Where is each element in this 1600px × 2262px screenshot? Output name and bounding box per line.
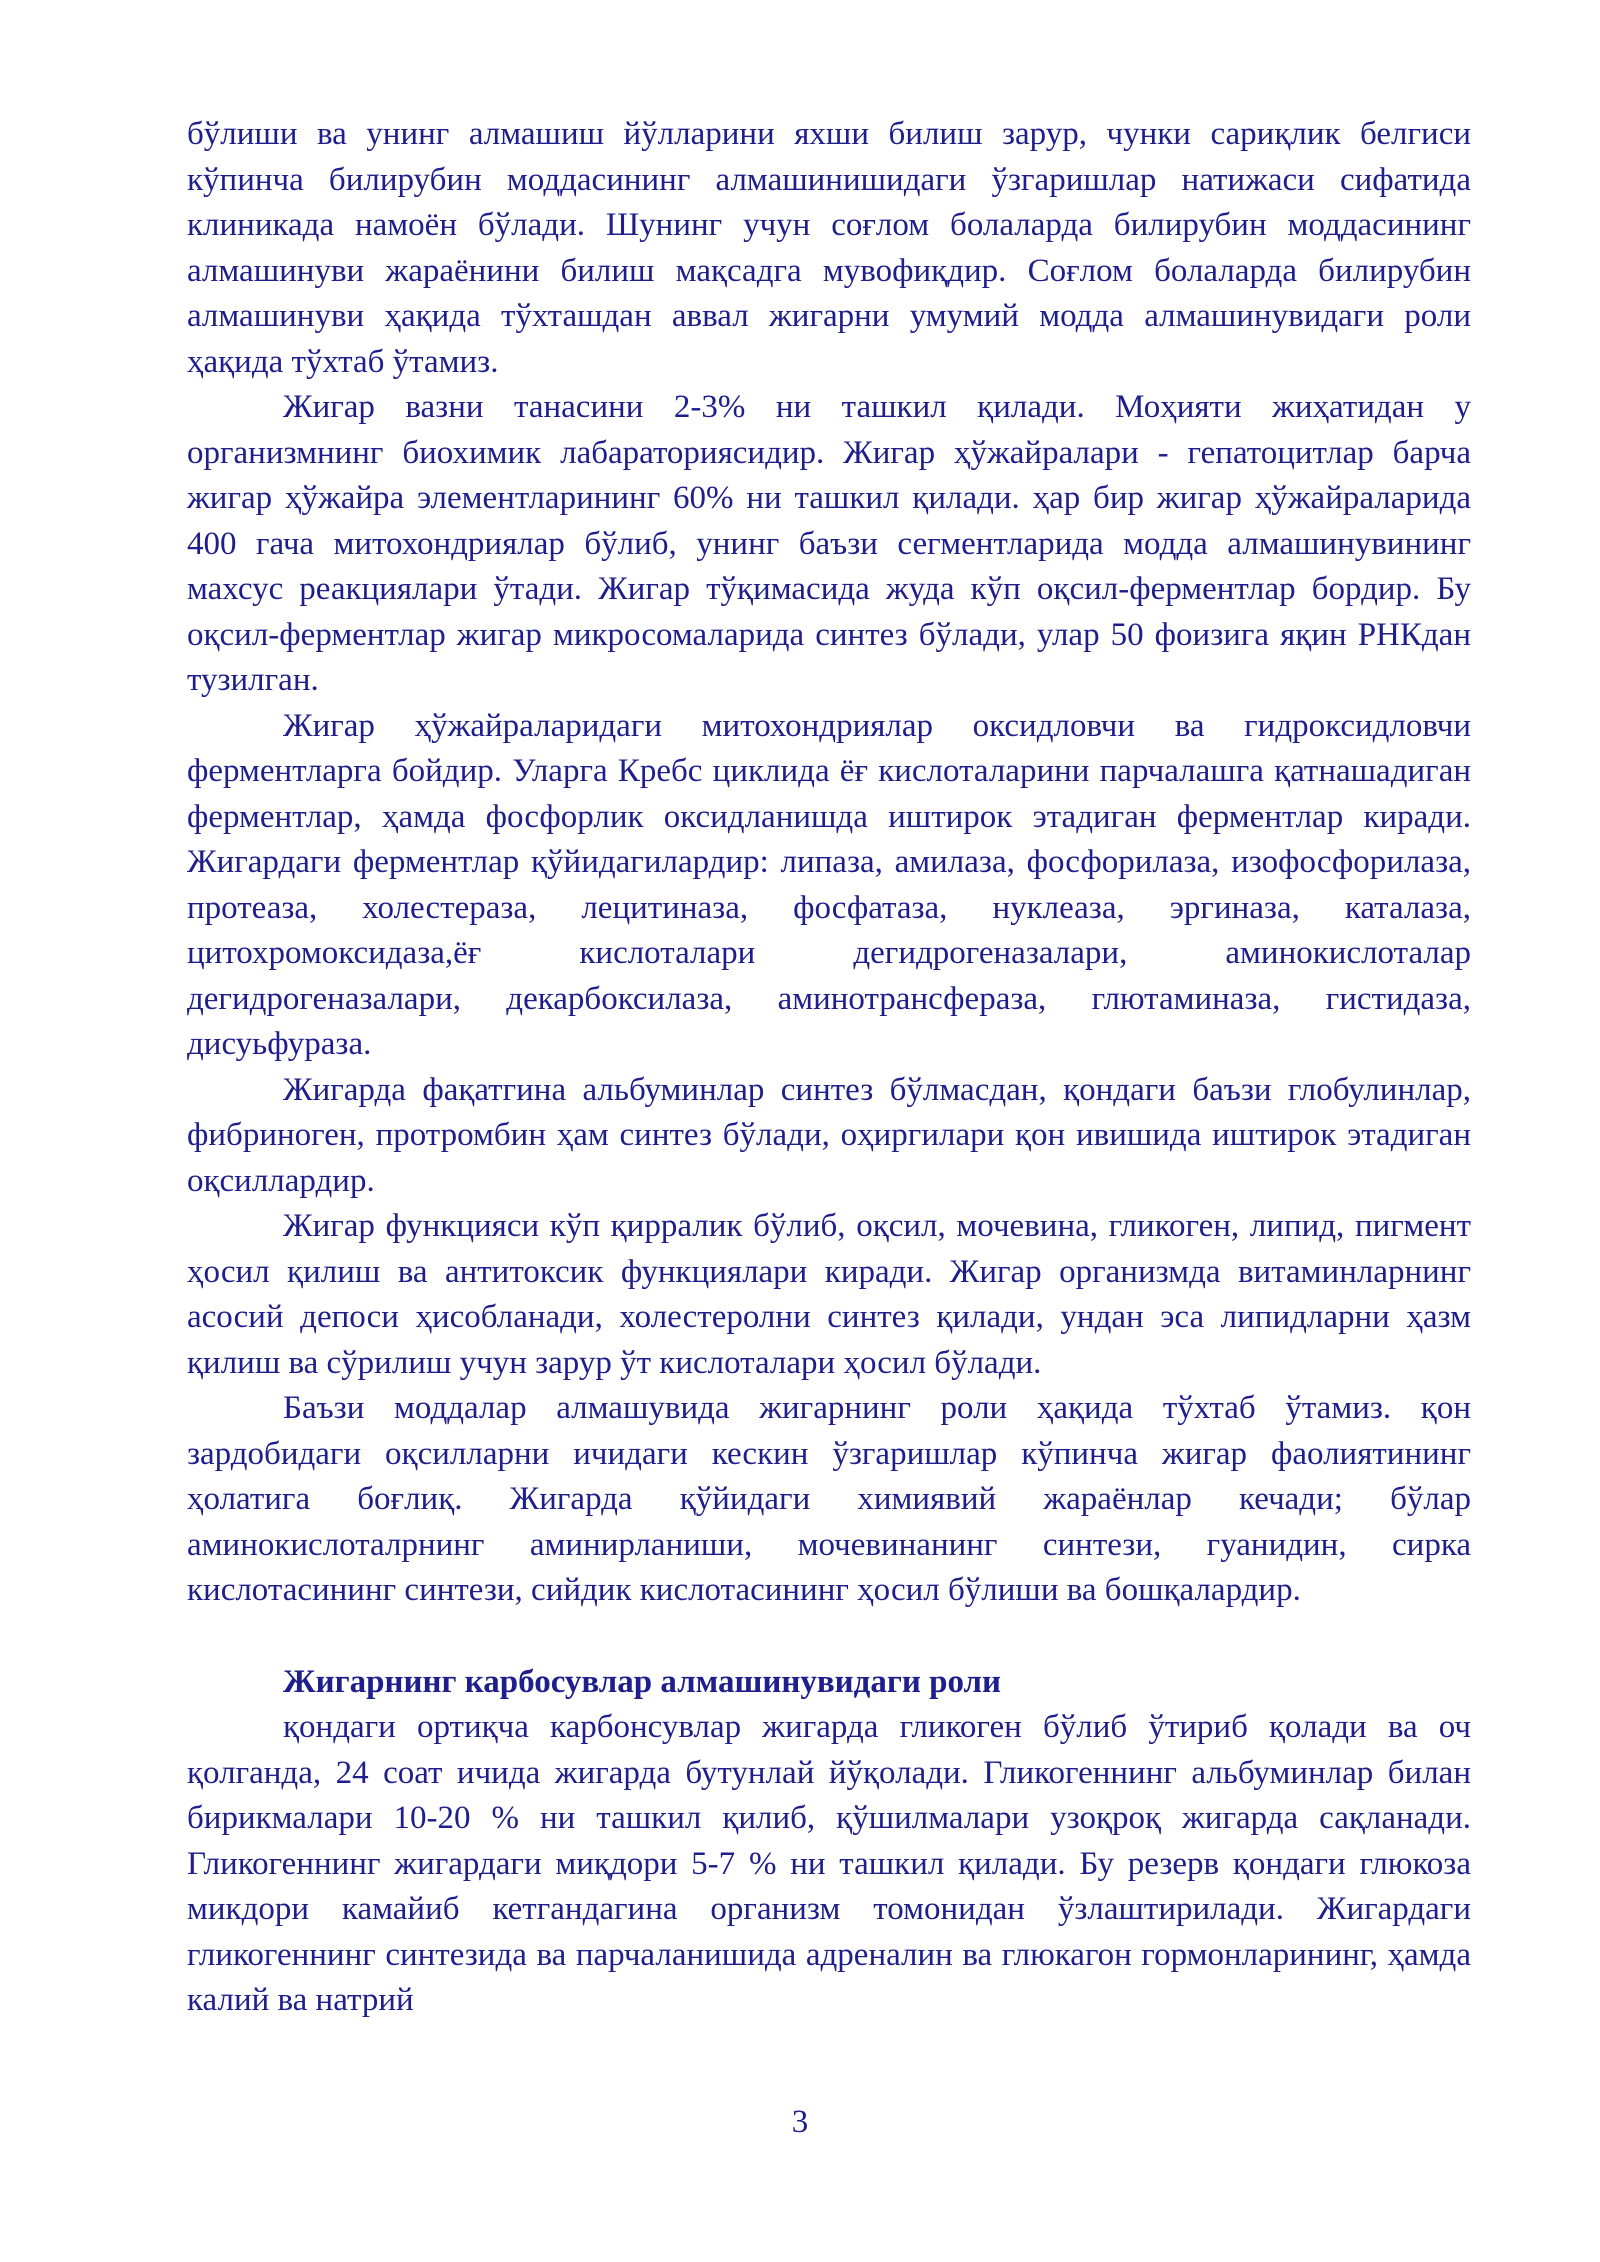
document-body [187, 112, 1471, 2024]
paragraph-continued: бўлиши ва унинг алмашиш йўлларини яхши билиш зарур, чунки сариқлик белгиси кўпинча билирубин моддасининг алмашинишидаги ўзгаришлар натижаси сифатида клиникада намоён бўлади. Шунинг учун соғлом болаларда билирубин моддасининг алмашинуви жараёнини билиш мақсадга мувофиқдир. Соғлом болаларда билирубин алмашинуви ҳақида тўхташдан аввал жигарни умумий модда алмашинувидаги роли ҳақида тўхтаб ўтамиз. [187, 116, 1471, 380]
section-heading: Жигарнинг карбосувлар алмашинувидаги роли [283, 1663, 1002, 1700]
paragraph-mitochondria: Жигар ҳўжайраларидаги митохондриялар оксидловчи ва гидроксидловчи ферментларга бойдир. Уларга Кребс циклида ёғ кислоталарини парчалашга қатнашадиган ферментлар, ҳамда фосфорлик оксидланишда иштирок этадиган ферментлар киради. Жигардаги ферментлар қўйидагилардир: липаза, амилаза, фосфорилаза, изофосфорилаза, протеаза, холестераза, лецитиназа, фосфатаза, нуклеаза, эргиназа, каталаза, цитохромоксидаза,ёғ кислоталари дегидрогеназалари, аминокислоталар дегидрогеназалари, декарбоксилаза, аминотрансфераза, глютаминаза, гистидаза, дисуьфураза. [187, 707, 1471, 1062]
paragraph-metabolism: Баъзи моддалар алмашувида жигарнинг роли ҳақида тўхтаб ўтамиз. қон зардобидаги оқсилларни ичидаги кескин ўзгаришлар кўпинча жигар фаолиятининг ҳолатига боғлиқ. Жигарда қўйидаги химиявий жараёнлар кечади; бўлар аминокислоталрнинг аминирланиши, мочевинанинг синтези, гуанидин, сирка кислотасининг синтези, сийдик кислотасининг ҳосил бўлиши ва бошқалардир. [187, 1390, 1471, 1608]
paragraph-carbohydrates: қондаги ортиқча карбонсувлар жигарда гликоген бўлиб ўтириб қолади ва оч қолганда, 24 соат ичида жигарда бутунлай йўқолади. Гликогеннинг альбуминлар билан бирикмалари 10-20 % ни ташкил қилиб, қўшилмалари узоқроқ жигарда сақланади. Гликогеннинг жигардаги миқдори 5-7 % ни ташкил қилади. Бу резерв қондаги глюкоза микдори камайиб кетгандагина организм томонидан ўзлаштирилади. Жигардаги гликогеннинг синтезида ва парчаланишида адреналин ва глюкагон гормонларининг, ҳамда калий ва натрий [187, 1709, 1471, 2018]
section-spacer [187, 1614, 1471, 1660]
paragraph-albumin-synthesis: Жигарда фақатгина альбуминлар синтез бўлмасдан, қондаги баъзи глобулинлар, фибриноген, протромбин ҳам синтез бўлади, оҳиргилари қон ивишида иштирок этадиган оқсиллардир. [187, 1071, 1471, 1199]
paragraph-liver-function: Жигар функцияси кўп қирралик бўлиб, оқсил, мочевина, гликоген, липид, пигмент ҳосил қилиш ва антитоксик функциялари киради. Жигар организмда витаминларнинг асосий депоси ҳисобланади, холестеролни синтез қилади, ундан эса липидларни ҳазм қилиш ва сўрилиш учун зарур ўт кислоталари ҳосил бўлади. [187, 1208, 1471, 1381]
page-number: 3 [791, 2104, 809, 2140]
paragraph-liver-weight: Жигар вазни танасини 2-3% ни ташкил қилади. Моҳияти жиҳатидан у организмнинг биохимик лабараториясидир. Жигар ҳўжайралари - гепатоцитлар барча жигар ҳўжайра элементларининг 60% ни ташкил қилади. ҳар бир жигар ҳўжайраларида 400 гача митохондриялар бўлиб, унинг баъзи сегментларида модда алмашинувининг махсус реакциялари ўтади. Жигар тўқимасида жуда кўп оқсил-ферментлар бордир. Бу оқсил-ферментлар жигар микросомаларида синтез бўлади, улар 50 фоизига яқин РНКдан тузилган. [187, 389, 1471, 698]
